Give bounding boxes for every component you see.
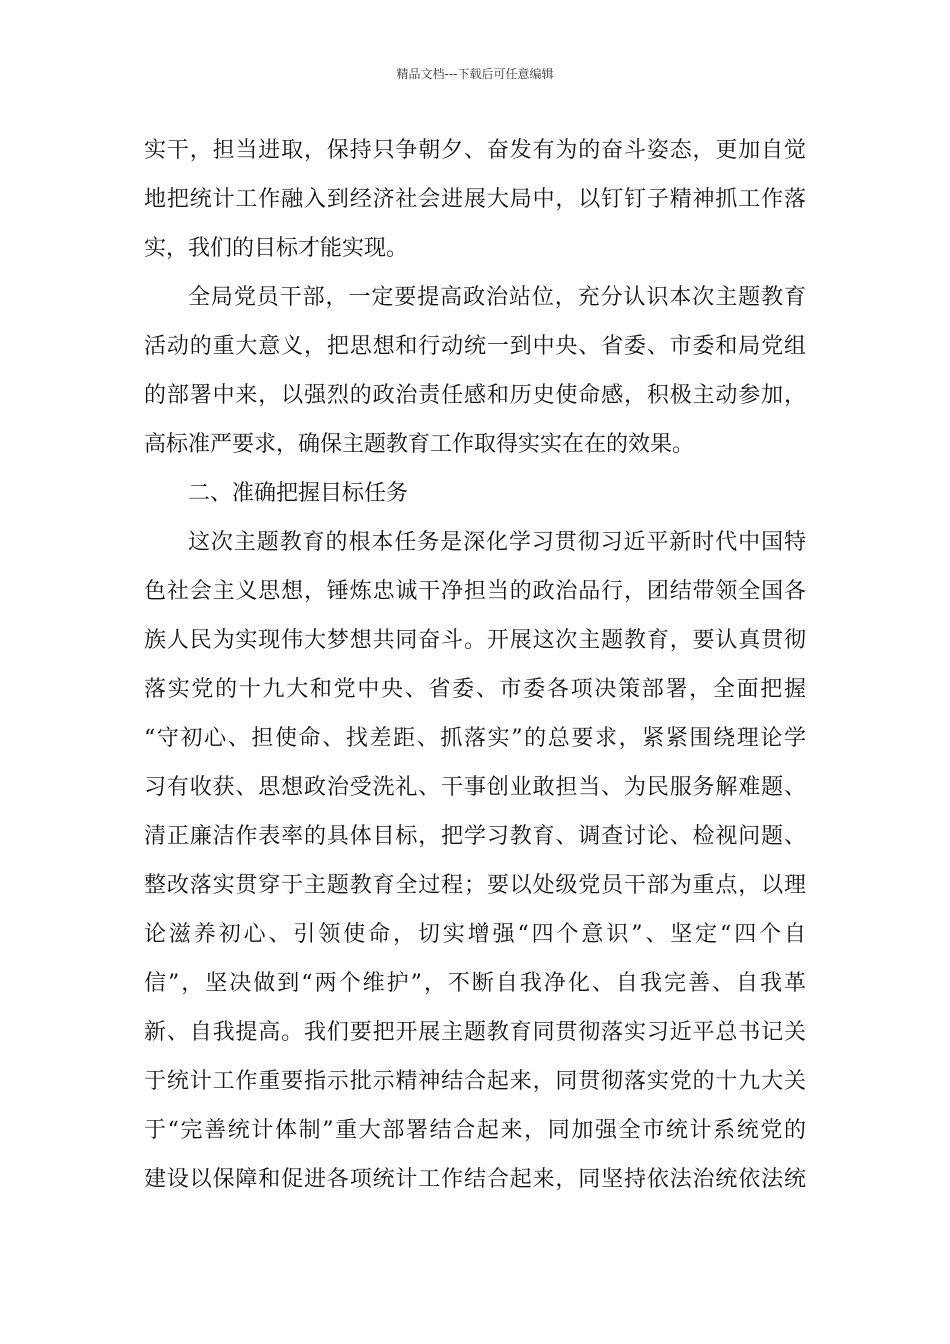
text-line: 色社会主义思想，锤炼忠诚干净担当的政治品行，团结带领全国各: [144, 579, 806, 604]
text-line: 于统计工作重要指示批示精神结合起来，同贯彻落实党的十九大关: [144, 1069, 806, 1094]
text-line: 于“完善统计体制”重大部署结合起来，同加强全市统计系统党的: [144, 1118, 806, 1143]
text-line: 全局党员干部，一定要提高政治站位，充分认识本次主题教育: [188, 285, 806, 310]
text-line: 高标准严要求，确保主题教育工作取得实实在在的效果。: [144, 432, 695, 457]
text-line: 新、自我提高。我们要把开展主题教育同贯彻落实习近平总书记关: [144, 1020, 806, 1045]
text-line: 这次主题教育的根本任务是深化学习贯彻习近平新时代中国特: [188, 530, 806, 555]
text-line: 实干，担当进取，保持只争朝夕、奋发有为的奋斗姿态，更加自觉: [144, 138, 806, 163]
text-line: 族人民为实现伟大梦想共同奋斗。开展这次主题教育，要认真贯彻: [144, 628, 806, 653]
text-line: 建设以保障和促进各项统计工作结合起来，同坚持依法治统依法统: [144, 1167, 806, 1192]
text-line: 清正廉洁作表率的具体目标，把学习教育、调查讨论、检视问题、: [144, 824, 806, 849]
text-line: 论滋养初心、引领使命，切实增强“四个意识”、坚定“四个自: [144, 922, 806, 947]
page-header: 精品文档---下载后可任意编辑: [396, 67, 554, 81]
document-body: [144, 126, 806, 1204]
text-line: 地把统计工作融入到经济社会进展大局中，以钉钉子精神抓工作落: [144, 187, 806, 212]
text-line: 信”，坚决做到“两个维护”，不断自我净化、自我完善、自我革: [144, 971, 806, 996]
text-line: 活动的重大意义，把思想和行动统一到中央、省委、市委和局党组: [144, 334, 806, 359]
text-line: “守初心、担使命、找差距、抓落实”的总要求，紧紧围绕理论学: [144, 726, 806, 751]
text-line: 整改落实贯穿于主题教育全过程；要以处级党员干部为重点，以理: [144, 873, 806, 898]
text-line: 习有收获、思想政治受洗礼、干事创业敢担当、为民服务解难题、: [144, 775, 806, 800]
section-heading: 二、准确把握目标任务: [188, 481, 409, 506]
text-line: 实，我们的目标才能实现。: [144, 236, 409, 261]
text-line: 落实党的十九大和党中央、省委、市委各项决策部署，全面把握: [144, 677, 806, 702]
text-line: 的部署中来，以强烈的政治责任感和历史使命感，积极主动参加，: [144, 383, 806, 408]
